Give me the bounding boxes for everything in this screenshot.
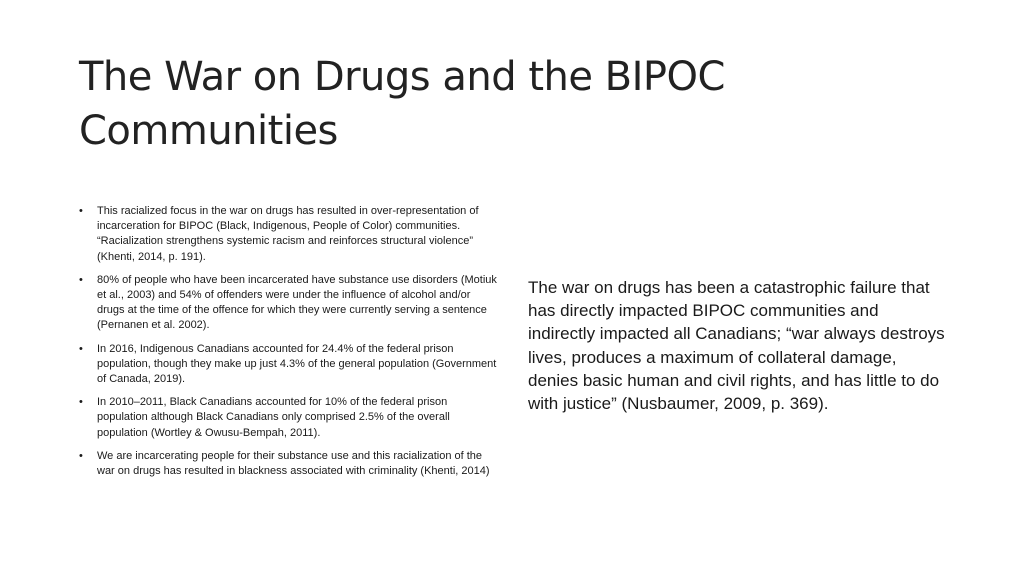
bullet-marker: •: [79, 396, 83, 409]
bullet-text: This racialized focus in the war on drugs has resulted in over-representation of incarceration for BIPOC (Black, Indigenous, People of Color) communities. “Racialization strengthens systemic racism and reinforces structural violence” (Khenti, 2014, p. 191).: [97, 205, 479, 263]
bullet-text: We are incarcerating people for their substance use and this racialization of the war on drugs has resulted in blackness associated with criminality (Khenti, 2014): [97, 449, 490, 478]
bullet-text: In 2010–2011, Black Canadians accounted for 10% of the federal prison population although Black Canadians only comprised 2.5% of the overall population (Wortley & Owusu-Bempah, 2011).: [97, 396, 450, 439]
bullet-text: 80% of people who have been incarcerated have substance use disorders (Motiuk et al., 2003) and 54% of offenders were under the influence of alcohol and/or drugs at the time of the offence for which they were currently serving a sentence (Pernanen et al. 2002).: [97, 273, 497, 332]
bullet-item: [79, 273, 499, 334]
slide-title: The War on Drugs and the BIPOC Communities: [79, 54, 725, 154]
bullet-marker: •: [79, 273, 83, 286]
bullet-item: [79, 342, 499, 388]
quote-paragraph: The war on drugs has been a catastrophic failure that has directly impacted BIPOC communities and indirectly impacted all Canadians; “war always destroys lives, produces a maximum of collateral damage, denies basic human and civil rights, and has little to do with justice” (Nusbaumer, 2009, p. 369).: [528, 278, 945, 414]
bullet-item: [79, 204, 499, 265]
bullet-marker: •: [79, 449, 83, 462]
bullet-item: [79, 395, 499, 441]
bullet-list: [79, 204, 499, 487]
bullet-marker: •: [79, 205, 83, 217]
bullet-item: [79, 449, 499, 479]
bullet-marker: •: [79, 342, 83, 355]
bullet-text: In 2016, Indigenous Canadians accounted for 24.4% of the federal prison population, though they make up just 4.3% of the general population (Government of Canada, 2019).: [97, 342, 497, 386]
